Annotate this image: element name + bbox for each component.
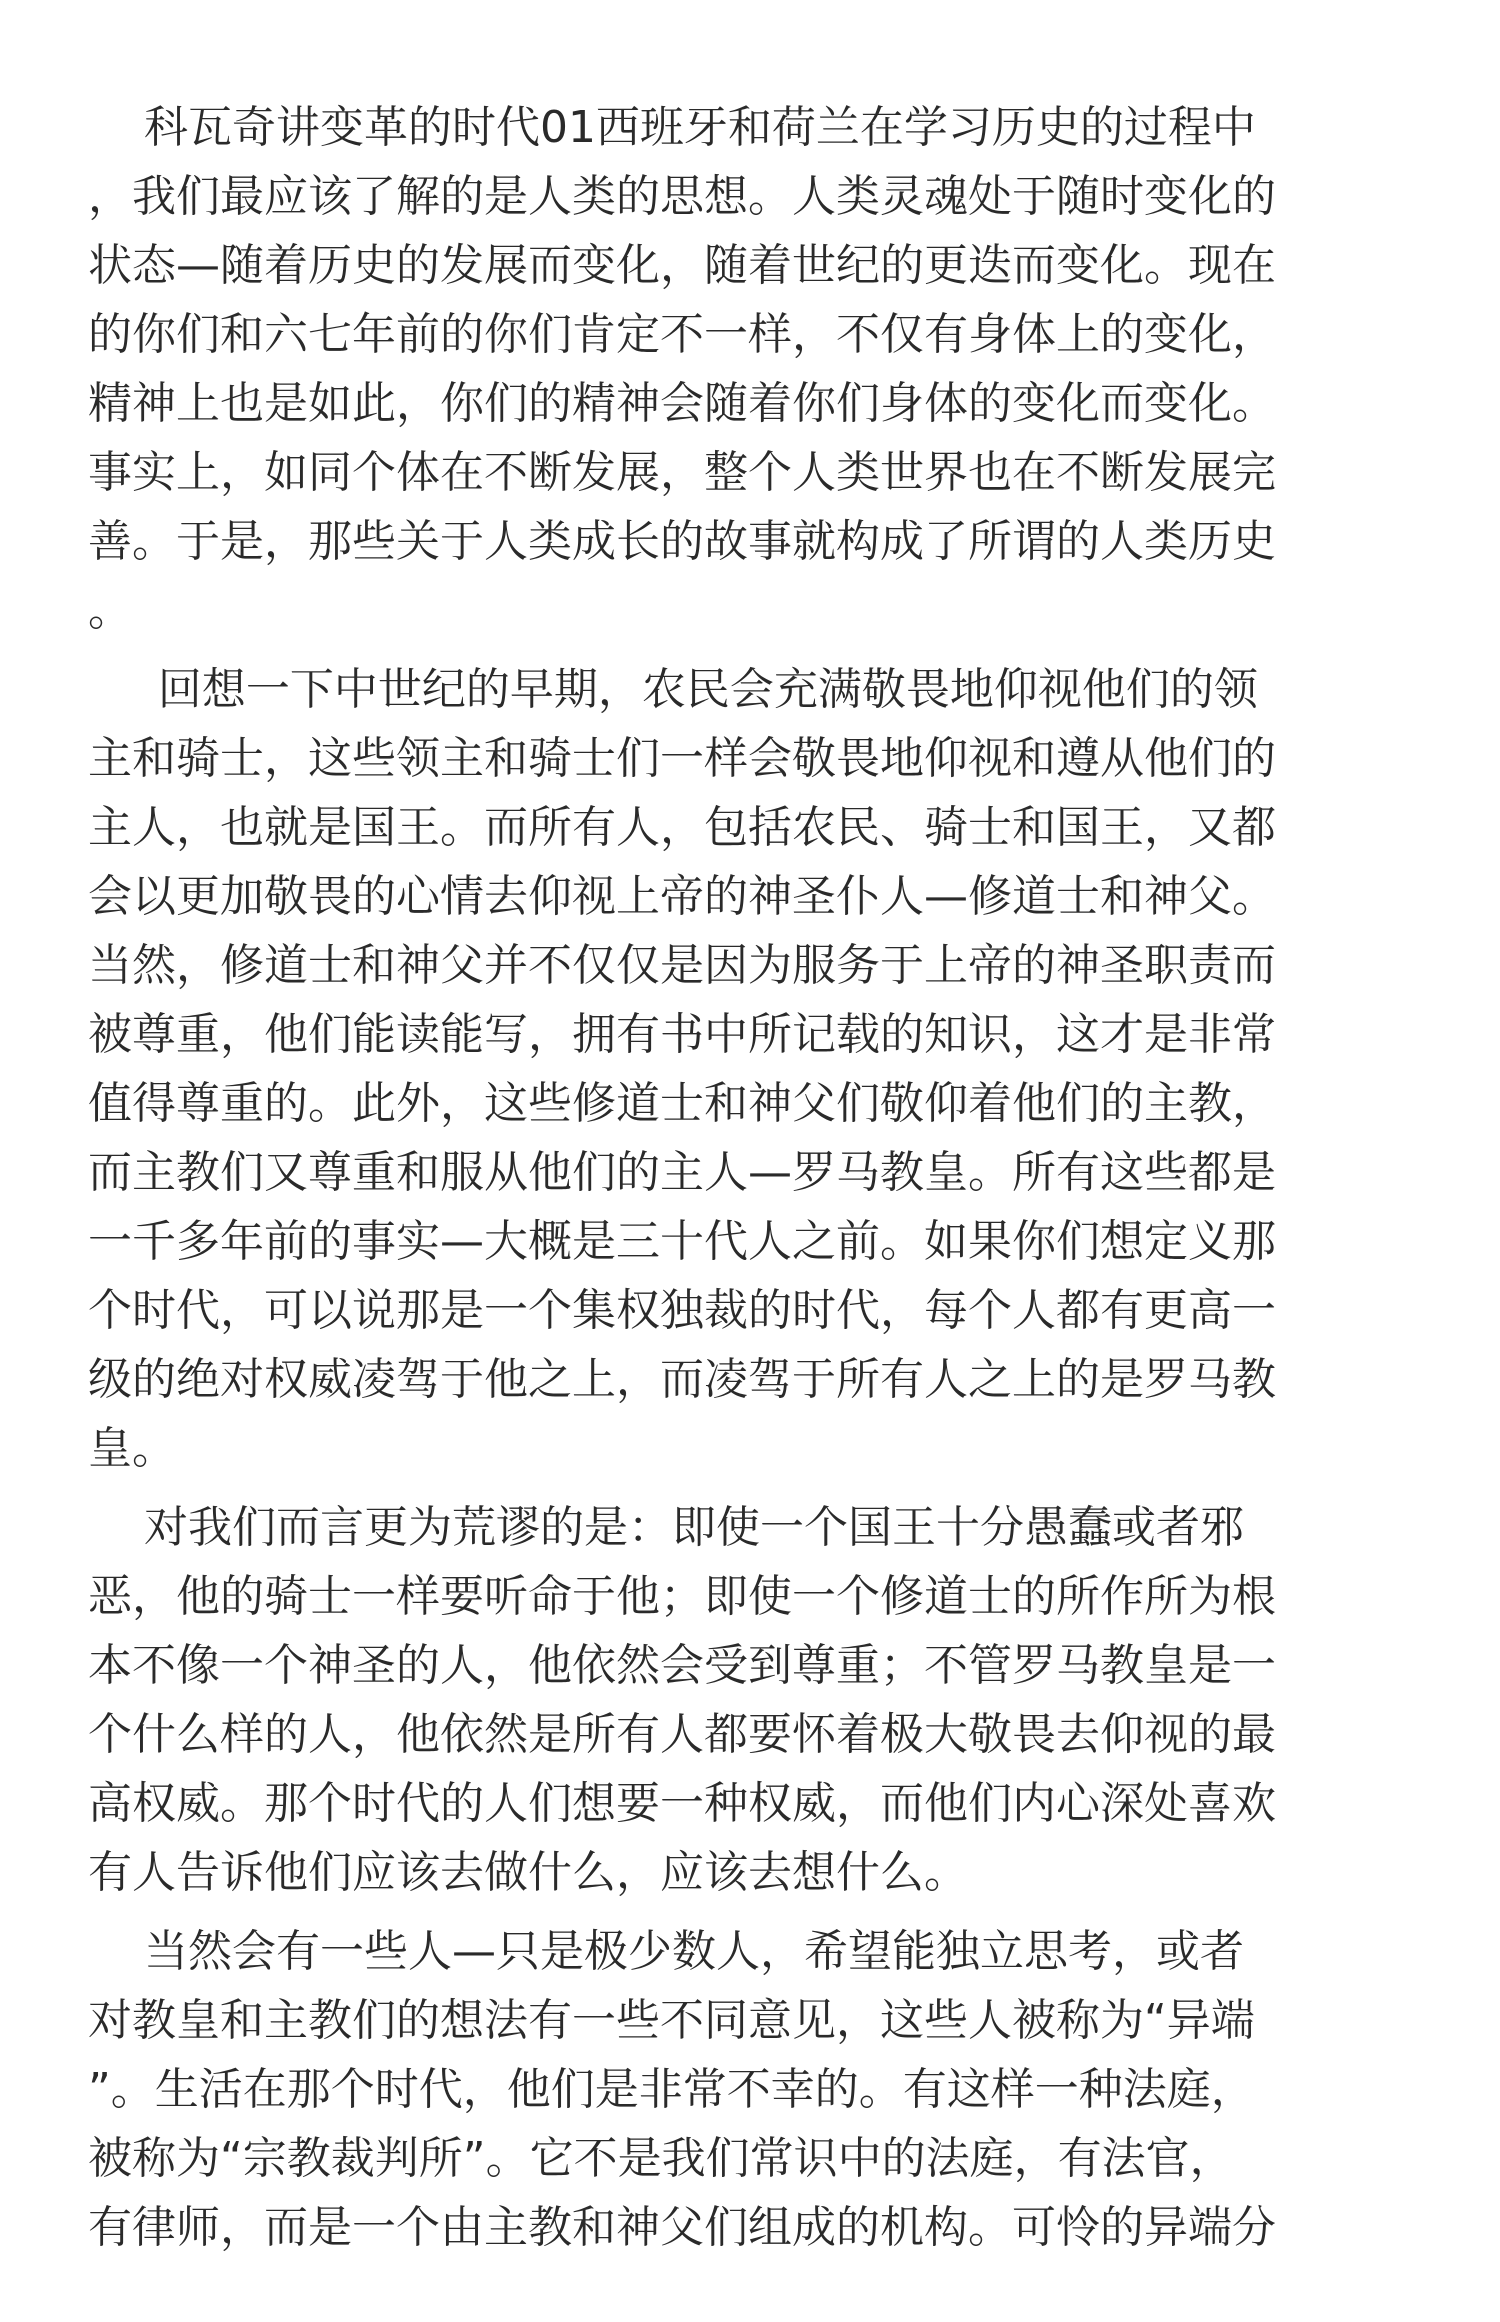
text-line: 主人，也就是国王。而所有人，包括农民、骑士和国王，又都 [88, 802, 1276, 853]
text-line: 当然，修道士和神父并不仅仅是因为服务于上帝的神圣职责而 [88, 940, 1276, 991]
text-line: 主和骑士，这些领主和骑士们一样会敬畏地仰视和遵从他们的 [88, 733, 1276, 784]
text-line: 精神上也是如此，你们的精神会随着你们身体的变化而变化。 [88, 378, 1276, 429]
text-line: 对教皇和主教们的想法有一些不同意见，这些人被称为“异端 [88, 1995, 1255, 2046]
text-line: 皇。 [88, 1423, 176, 1474]
text-line: ，我们最应该了解的是人类的思想。人类灵魂处于随时变化的 [88, 171, 1276, 222]
text-line: 本不像一个神圣的人，他依然会受到尊重；不管罗马教皇是一 [88, 1640, 1276, 1691]
text-line: 个时代，可以说那是一个集权独裁的时代，每个人都有更高一 [88, 1285, 1276, 1336]
text-line: 状态—随着历史的发展而变化，随着世纪的更迭而变化。现在 [88, 240, 1276, 291]
text-line: 有律师，而是一个由主教和神父们组成的机构。可怜的异端分 [88, 2202, 1276, 2253]
text-line: 对我们而言更为荒谬的是：即使一个国王十分愚蠢或者邪 [88, 1502, 1244, 1553]
text-line: 善。于是，那些关于人类成长的故事就构成了所谓的人类历史 [88, 516, 1276, 567]
text-line: 而主教们又尊重和服从他们的主人—罗马教皇。所有这些都是 [88, 1147, 1276, 1198]
text-line: 科瓦奇讲变革的时代01西班牙和荷兰在学习历史的过程中 [88, 102, 1256, 153]
text-line: 当然会有一些人—只是极少数人，希望能独立思考，或者 [88, 1926, 1244, 1977]
text-line: 会以更加敬畏的心情去仰视上帝的神圣仆人—修道士和神父。 [88, 871, 1276, 922]
text-line: 回想一下中世纪的早期，农民会充满敬畏地仰视他们的领 [88, 664, 1258, 715]
text-line: ”。生活在那个时代，他们是非常不幸的。有这样一种法庭， [88, 2064, 1255, 2115]
text-line: 被尊重，他们能读能写，拥有书中所记载的知识，这才是非常 [88, 1009, 1276, 1060]
text-line: 恶，他的骑士一样要听命于他；即使一个修道士的所作所为根 [88, 1571, 1276, 1622]
text-line: 值得尊重的。此外，这些修道士和神父们敬仰着他们的主教， [88, 1078, 1276, 1129]
text-line: 级的绝对权威凌驾于他之上，而凌驾于所有人之上的是罗马教 [88, 1354, 1276, 1405]
text-line: 一千多年前的事实—大概是三十代人之前。如果你们想定义那 [88, 1216, 1276, 1267]
text-line: 事实上，如同个体在不断发展，整个人类世界也在不断发展完 [88, 447, 1276, 498]
text-line: 。 [88, 585, 132, 636]
text-line: 个什么样的人，他依然是所有人都要怀着极大敬畏去仰视的最 [88, 1709, 1276, 1760]
text-line: 高权威。那个时代的人们想要一种权威，而他们内心深处喜欢 [88, 1778, 1276, 1829]
text-line: 有人告诉他们应该去做什么，应该去想什么。 [88, 1847, 968, 1898]
text-line: 被称为“宗教裁判所”。它不是我们常识中的法庭，有法官， [88, 2133, 1234, 2184]
text-line: 的你们和六七年前的你们肯定不一样，不仅有身体上的变化， [88, 309, 1276, 360]
